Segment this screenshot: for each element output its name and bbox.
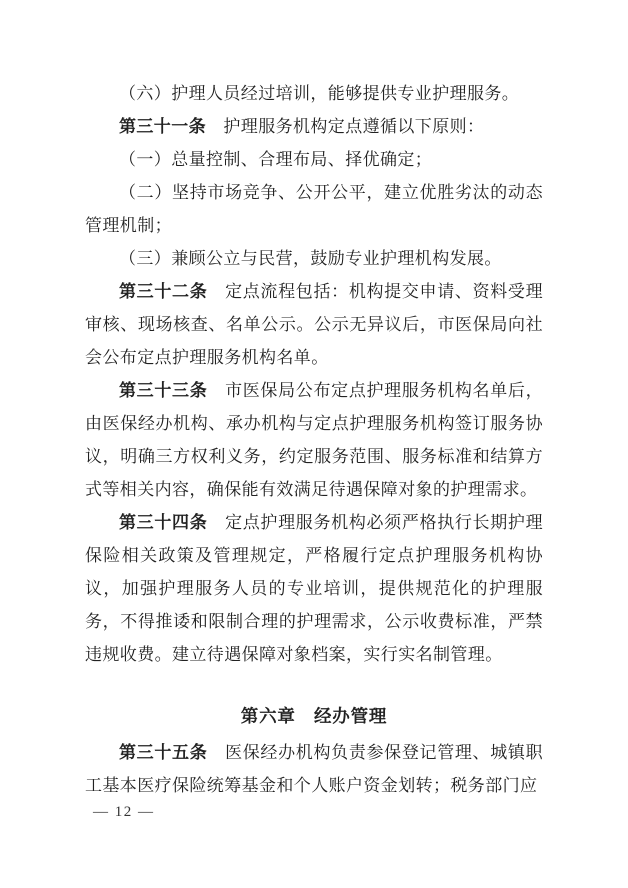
chapter-heading <box>85 700 543 733</box>
text-segment: 定点流程包括：机构提交申请、资料受理审核、现场核查、名单公示。公示无异议后，市医保局向社会公布定点护理服务机构名单。 <box>85 282 543 367</box>
article-number: 第六章 经办管理 <box>240 706 388 726</box>
text-segment: 市医保局公布定点护理服务机构名单后，由医保经办机构、承办机构与定点护理服务机构签订服务协议，明确三方权利义务，约定服务范围、服务标准和结算方式等相关内容，确保能有效满足待遇保障对象的护理需求。 <box>85 381 543 499</box>
text-segment: （三）兼顾公立与民营，鼓励专业护理机构发展。 <box>119 249 502 268</box>
text-segment: （二）坚持市场竞争、公开公平，建立优胜劣汰的动态管理机制； <box>85 183 543 235</box>
article-number: 第三十一条 <box>119 117 206 136</box>
text-segment: （一）总量控制、合理布局、择优确定； <box>119 150 433 169</box>
article-number: 第三十四条 <box>119 513 208 532</box>
document-body <box>85 77 543 802</box>
paragraph <box>85 506 543 671</box>
text-segment: （六）护理人员经过培训，能够提供专业护理服务。 <box>119 84 520 103</box>
article-number: 第三十五条 <box>119 743 208 762</box>
text-segment: 护理服务机构定点遵循以下原则： <box>206 117 485 136</box>
article-number: 第三十三条 <box>119 381 208 400</box>
article-number: 第三十二条 <box>119 282 208 301</box>
page-number: — 12 — <box>93 804 155 820</box>
text-segment: 定点护理服务机构必须严格执行长期护理保险相关政策及管理规定，严格履行定点护理服务机构协议，加强护理服务人员的专业培训，提供规范化的护理服务，不得推诿和限制合理的护理需求，公示收费标准，严禁违规收费。建立待遇保障对象档案，实行实名制管理。 <box>85 513 543 664</box>
text-segment: 医保经办机构负责参保登记管理、城镇职工基本医疗保险统筹基金和个人账户资金划转；税务部门应 <box>85 743 543 795</box>
paragraph <box>85 736 543 802</box>
paragraph <box>85 176 543 242</box>
paragraph <box>85 143 543 176</box>
paragraph <box>85 77 543 110</box>
paragraph <box>85 110 543 143</box>
paragraph <box>85 242 543 275</box>
paragraph <box>85 275 543 374</box>
paragraph <box>85 374 543 506</box>
